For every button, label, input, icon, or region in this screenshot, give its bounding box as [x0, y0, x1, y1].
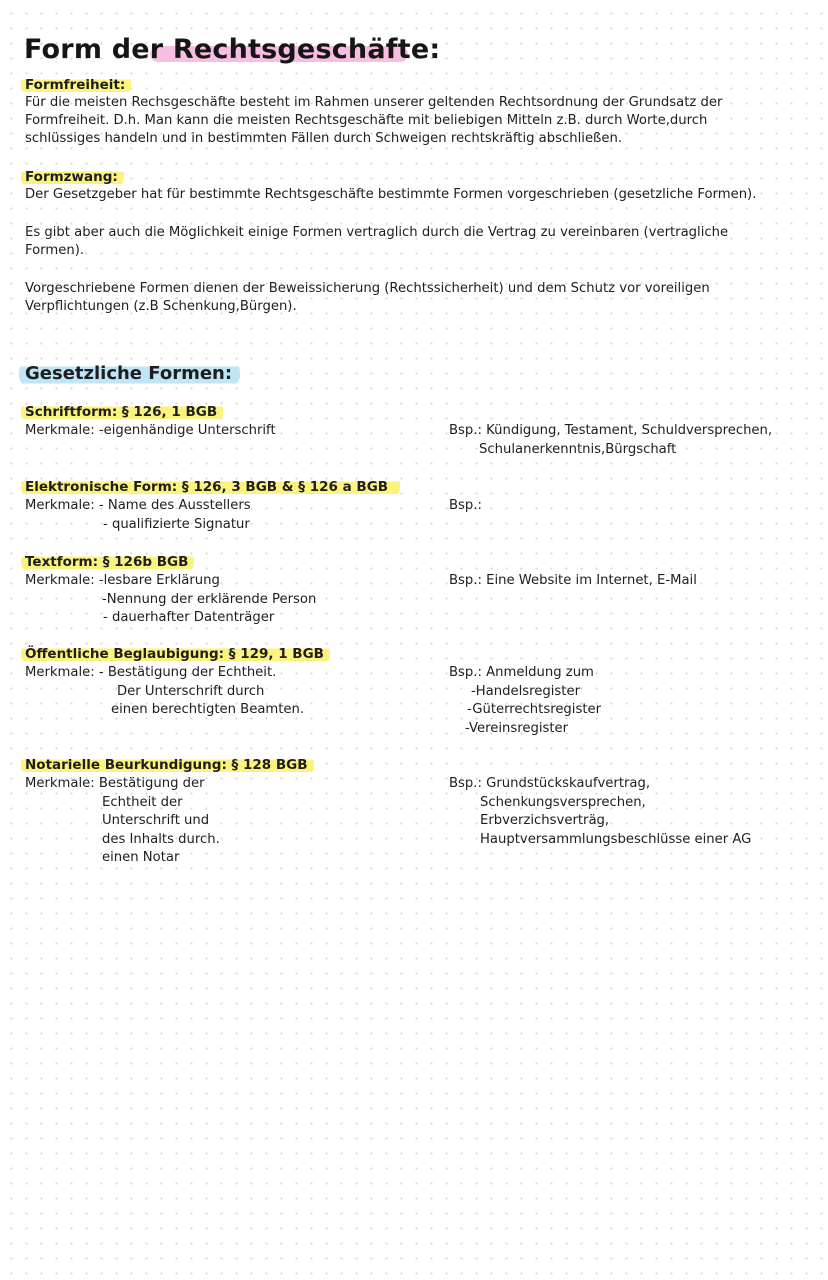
text-line: Merkmale: - Name des Ausstellers — [25, 498, 251, 513]
heading-schriftform: Schriftform: § 126, 1 BGB — [21, 403, 223, 421]
text-line: einen berechtigten Beamten. — [111, 702, 305, 717]
text-line: einen Notar — [102, 850, 180, 865]
text-line: Bsp.: Kündigung, Testament, Schuldversprechen, — [449, 423, 773, 438]
text-line: Schenkungsversprechen, — [480, 794, 646, 810]
text-line: - dauerhafter Datenträger — [103, 610, 275, 625]
text-line: -Nennung der erklärende Person — [102, 591, 317, 607]
text-line: -Handelsregister — [471, 683, 580, 699]
text-line: - qualifizierte Signatur — [103, 516, 250, 532]
text-line: Schulanerkenntnis,Bürgschaft — [479, 441, 677, 457]
paragraph-formfreiheit — [25, 94, 722, 148]
text-line: Hauptversammlungsbeschlüsse einer AG — [480, 831, 752, 847]
heading-elektronische-form: Elektronische Form: § 126, 3 BGB & § 126 a BGB — [21, 478, 400, 496]
text-line: Merkmale: Bestätigung der — [25, 776, 205, 791]
text-line: Verpflichtungen (z.B Schenkung,Bürgen). — [25, 299, 297, 314]
merkmale-beurkundigung — [25, 775, 220, 868]
text-line: Bsp.: Eine Website im Internet, E-Mail — [449, 573, 697, 588]
merkmale-elektronische-form — [25, 497, 251, 534]
merkmale-textform — [25, 572, 316, 628]
text-line: schlüssiges handeln und in bestimmten Fällen durch Schweigen rechtskräftig abschließen. — [25, 131, 623, 146]
text-line: Bsp.: — [449, 498, 482, 513]
text-line: Der Unterschrift durch — [117, 683, 265, 699]
text-line: Bsp.: Anmeldung zum — [449, 665, 594, 680]
text-line: Bsp.: Grundstückskaufvertrag, — [449, 776, 651, 791]
beispiele-beglaubigung — [449, 664, 601, 738]
merkmale-beglaubigung — [25, 664, 304, 720]
text-line: Vorgeschriebene Formen dienen der Beweissicherung (Rechtssicherheit) und dem Schutz vor voreiligen — [25, 281, 710, 296]
text-line: Merkmale: -lesbare Erklärung — [25, 573, 220, 588]
beispiele-elektronische-form — [449, 497, 482, 516]
beispiele-textform — [449, 572, 697, 591]
text-line: Merkmale: -eigenhändige Unterschrift — [25, 423, 276, 438]
text-line: Es gibt aber auch die Möglichkeit einige Formen vertraglich durch die Vertrag zu vereinbaren (vertragliche — [25, 225, 729, 240]
text-line: Merkmale: - Bestätigung der Echtheit. — [25, 665, 277, 680]
text-line: Erbverzichsverträg, — [480, 813, 610, 828]
text-line: Formen). — [25, 243, 85, 258]
heading-gesetzliche-formen: Gesetzliche Formen: — [19, 362, 240, 386]
paragraph-formzwang-3 — [25, 280, 710, 316]
merkmale-schriftform — [25, 422, 276, 441]
heading-formfreiheit: Formfreiheit: — [21, 76, 131, 94]
heading-formzwang: Formzwang: — [21, 168, 124, 186]
text-line: -Güterrechtsregister — [467, 702, 602, 717]
heading-notarielle-beurkundigung: Notarielle Beurkundigung: § 128 BGB — [21, 756, 314, 774]
text-line: -Vereinsregister — [465, 720, 569, 736]
paragraph-formzwang-2 — [25, 224, 728, 260]
text-line: des Inhalts durch. — [102, 831, 220, 847]
page-title: Form der Rechtsgeschäfte: — [24, 34, 441, 65]
text-line: Der Gesetzgeber hat für bestimmte Rechtsgeschäfte bestimmte Formen vorgeschrieben (gesetzliche Formen). — [25, 187, 757, 202]
beispiele-beurkundigung — [449, 775, 751, 849]
text-line: Unterschrift und — [102, 813, 210, 828]
text-line: Für die meisten Rechsgeschäfte besteht im Rahmen unserer geltenden Rechtsordnung der Grundsatz der — [25, 95, 723, 110]
heading-oeffentliche-beglaubigung: Öffentliche Beglaubigung: § 129, 1 BGB — [21, 645, 330, 663]
heading-textform: Textform: § 126b BGB — [21, 553, 194, 571]
text-line: Formfreiheit. D.h. Man kann die meisten Rechtsgeschäfte mit beliebigen Mitteln z.B. durch Worte,durch — [25, 113, 708, 128]
text-line: Echtheit der — [102, 794, 183, 810]
beispiele-schriftform — [449, 422, 772, 459]
paragraph-formzwang-1 — [25, 186, 756, 204]
